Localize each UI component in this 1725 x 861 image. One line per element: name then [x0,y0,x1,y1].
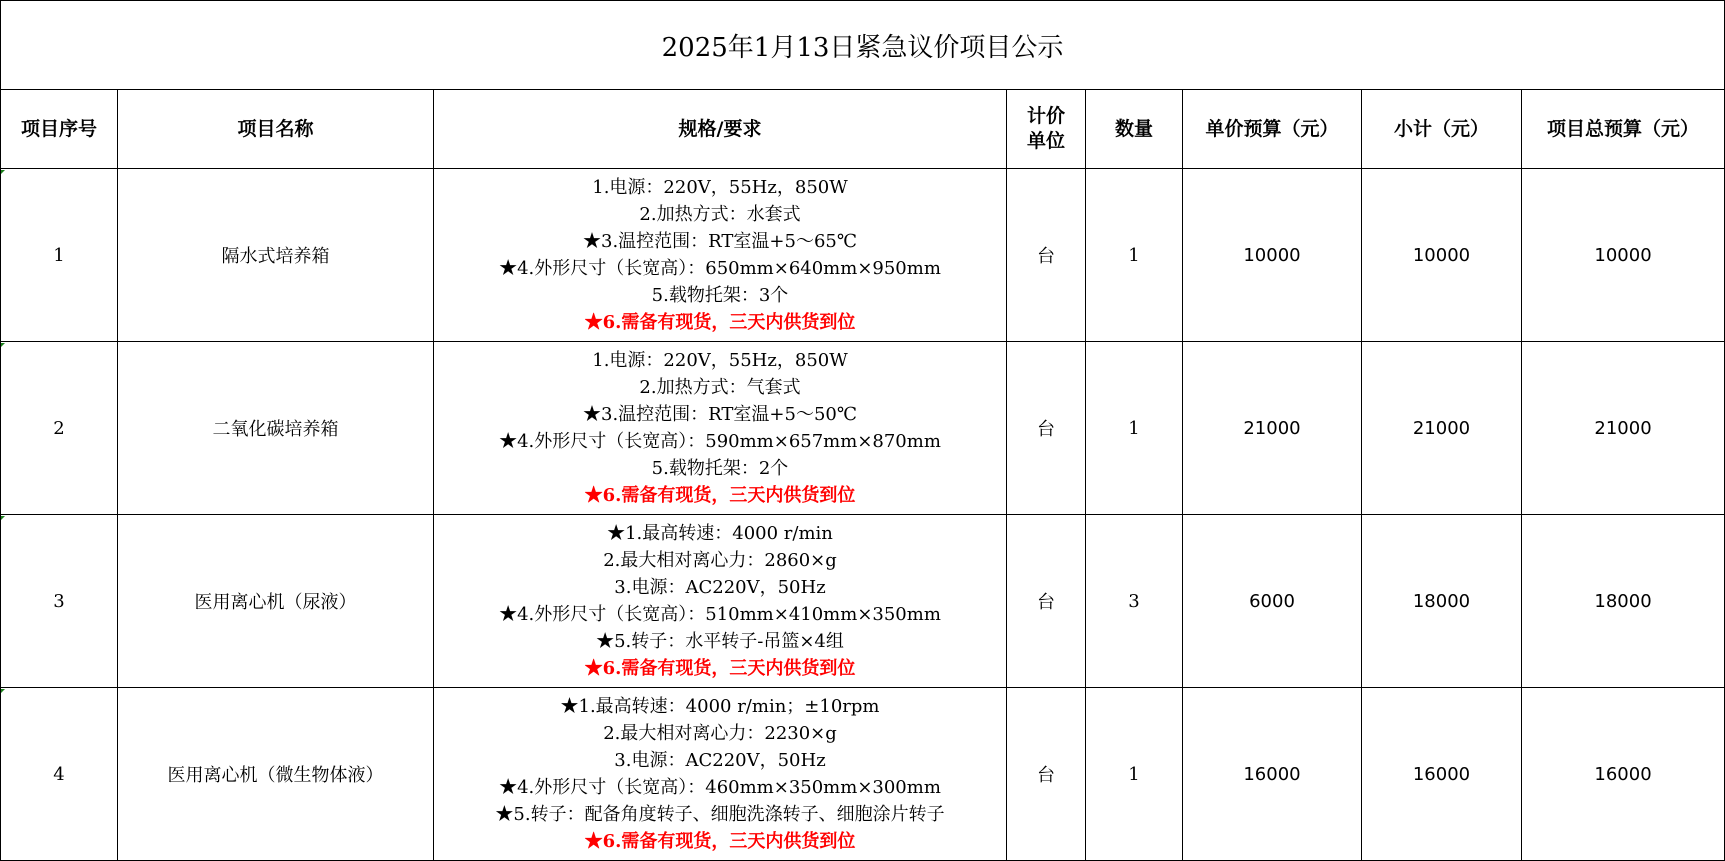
cell-total: 21000 [1522,342,1725,515]
cell-seq: 3 [1,515,118,688]
spec-line: ★4.外形尺寸（长宽高）：460mm×350mm×300mm [499,777,941,798]
cell-unit: 台 [1007,169,1086,342]
header-unit [1007,90,1086,169]
spec-line: ★6.需备有现货，三天内供货到位 [584,831,856,852]
table-row [1,515,1725,688]
cell-total: 18000 [1522,515,1725,688]
cell-total: 16000 [1522,688,1725,861]
cell-marker-icon [1,343,5,347]
cell-marker-icon [1,689,5,693]
header-unit-price: 单价预算（元） [1183,90,1362,169]
spec-line: ★3.温控范围：RT室温+5～65℃ [583,231,857,252]
cell-name: 医用离心机（尿液） [118,515,434,688]
spec-line: 1.电源：220V，55Hz，850W [592,350,848,371]
cell-qty: 1 [1086,342,1183,515]
cell-subtotal: 16000 [1362,688,1522,861]
cell-name: 隔水式培养箱 [118,169,434,342]
cell-marker-icon [1,170,5,174]
cell-spec [434,688,1007,861]
spec-line: ★4.外形尺寸（长宽高）：590mm×657mm×870mm [499,431,941,452]
header-subtotal: 小计（元） [1362,90,1522,169]
cell-seq: 2 [1,342,118,515]
spec-line: 2.最大相对离心力：2230×g [603,723,837,744]
header-spec: 规格/要求 [434,90,1007,169]
cell-subtotal: 10000 [1362,169,1522,342]
header-unit-line1: 计价 [1026,105,1065,127]
spec-line: 5.载物托架：3个 [651,285,789,306]
cell-unit-price: 16000 [1183,688,1362,861]
spec-line: 2.加热方式：气套式 [639,377,801,398]
cell-unit-price: 21000 [1183,342,1362,515]
cell-marker-icon [1,516,5,520]
spec-line: 1.电源：220V，55Hz，850W [592,177,848,198]
cell-seq: 4 [1,688,118,861]
cell-unit: 台 [1007,515,1086,688]
spec-line: 3.电源：AC220V，50Hz [614,750,826,771]
spec-line: ★5.转子：配备角度转子、细胞洗涤转子、细胞涂片转子 [495,804,945,825]
table-row [1,169,1725,342]
spec-line: ★3.温控范围：RT室温+5～50℃ [583,404,857,425]
spec-line: 2.最大相对离心力：2860×g [603,550,837,571]
spec-line: ★1.最高转速：4000 r/min [607,523,833,544]
cell-name: 医用离心机（微生物体液） [118,688,434,861]
cell-unit: 台 [1007,688,1086,861]
spec-line: ★4.外形尺寸（长宽高）：650mm×640mm×950mm [499,258,941,279]
header-qty: 数量 [1086,90,1183,169]
spec-line: ★6.需备有现货，三天内供货到位 [584,658,856,679]
header-total: 项目总预算（元） [1522,90,1725,169]
spec-line: 3.电源：AC220V，50Hz [614,577,826,598]
cell-unit-price: 10000 [1183,169,1362,342]
header-seq: 项目序号 [1,90,118,169]
cell-total: 10000 [1522,169,1725,342]
table-row [1,688,1725,861]
spec-line: 2.加热方式：水套式 [639,204,801,225]
cell-unit: 台 [1007,342,1086,515]
cell-qty: 3 [1086,515,1183,688]
spec-line: ★4.外形尺寸（长宽高）：510mm×410mm×350mm [499,604,941,625]
header-name: 项目名称 [118,90,434,169]
cell-name: 二氧化碳培养箱 [118,342,434,515]
header-unit-line2: 单位 [1026,130,1065,152]
cell-spec [434,342,1007,515]
cell-spec [434,515,1007,688]
spec-line: 5.载物托架：2个 [651,458,789,479]
spec-line: ★6.需备有现货，三天内供货到位 [584,485,856,506]
cell-seq: 1 [1,169,118,342]
cell-spec [434,169,1007,342]
header-row [1,90,1725,169]
page-title: 2025年1月13日紧急议价项目公示 [1,1,1725,90]
table-row [1,342,1725,515]
cell-qty: 1 [1086,169,1183,342]
spec-line: ★5.转子：水平转子-吊篮×4组 [596,631,844,652]
cell-unit-price: 6000 [1183,515,1362,688]
spec-line: ★1.最高转速：4000 r/min；±10rpm [560,696,880,717]
cell-subtotal: 18000 [1362,515,1522,688]
cell-subtotal: 21000 [1362,342,1522,515]
cell-qty: 1 [1086,688,1183,861]
spec-line: ★6.需备有现货，三天内供货到位 [584,312,856,333]
